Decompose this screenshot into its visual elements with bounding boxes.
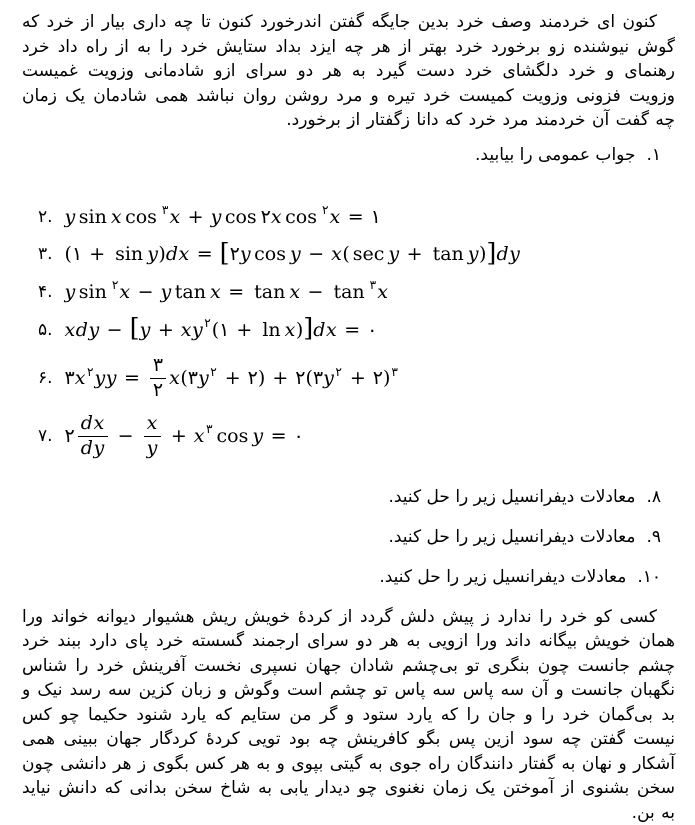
equations-list — [22, 202, 675, 459]
math-token: tan — [333, 281, 365, 304]
math-token: ۳ — [161, 202, 169, 217]
math-token: sin — [78, 281, 107, 304]
list-item-10-number: ۱۰. — [637, 566, 661, 587]
math-token: ۲ — [64, 425, 75, 448]
fraction-numerator — [144, 411, 161, 437]
fraction-numerator — [78, 411, 108, 437]
math-token: x — [289, 281, 301, 304]
list-item-8-number: ۸. — [646, 486, 661, 507]
math-token: ۳ — [187, 367, 198, 390]
math-token: ) — [383, 367, 391, 390]
equation-formula — [64, 202, 381, 229]
math-token: ln — [262, 318, 281, 341]
math-token: y — [139, 318, 151, 341]
math-token: ۲ — [111, 278, 119, 293]
math-token: cos — [254, 243, 286, 266]
math-token: ۳ — [152, 353, 164, 376]
math-token: d — [80, 436, 94, 459]
list-item-8 — [22, 485, 675, 509]
math-token: x — [325, 318, 338, 341]
math-token: ۲ — [335, 364, 342, 379]
math-token: ۳ — [64, 367, 75, 390]
math-token: y — [94, 367, 106, 390]
equation-item-۴ — [22, 280, 675, 304]
equation-number: ۶. — [38, 368, 53, 389]
list-item-10-text: معادلات دیفرانسیل زیر را حل کنید. — [379, 566, 627, 587]
math-token: x — [329, 205, 341, 228]
math-token: y — [191, 318, 204, 341]
math-token: tan — [254, 281, 286, 304]
math-token: ۲ — [210, 364, 217, 379]
math-token: ( — [64, 243, 72, 266]
math-token: ( — [211, 318, 220, 341]
math-token: y — [93, 436, 105, 459]
math-token: + — [170, 425, 187, 448]
math-token: x — [331, 243, 343, 266]
math-token: + — [187, 205, 204, 228]
math-token: ۳ — [391, 364, 398, 379]
equation-formula — [64, 353, 399, 401]
math-token: + — [406, 243, 423, 266]
math-token: [ — [219, 237, 230, 268]
fraction — [144, 411, 161, 459]
fraction — [78, 411, 108, 459]
math-token: y — [509, 243, 521, 266]
top-paragraph: کنون ای خردمند وصف خرد بدین جایگه گفتن اندرخورد کنون تا چه داری بیار از خرد که گوش نیوشنده زو برخورد خرد بهتر از هر چه ایزد بداد ستایش خرد را به از راه داد خرد رهنمای و خرد دلگشای خرد دست گیرد به هر دو سرای ازو شادمانی وزویت غمیست وزویت فزونی وزویت کمیست خرد تیره و مرد روشن روان نباشد همی شادمان یک زمان چه گفت آن خردمند مرد خرد که دانا زگفتار از برخورد. — [22, 12, 675, 130]
math-token: tan — [432, 243, 464, 266]
math-token: + — [89, 243, 106, 266]
math-token: ۰ — [367, 318, 378, 341]
math-token: x — [209, 281, 222, 304]
math-token: x — [74, 367, 86, 390]
equation-formula — [64, 313, 378, 344]
math-token: y — [210, 205, 222, 228]
list-item-10 — [22, 565, 675, 589]
math-token: ] — [486, 237, 497, 268]
solve-items-list — [22, 485, 675, 589]
math-token: cos — [216, 425, 249, 448]
equation-item-۶ — [22, 353, 675, 401]
math-token: + — [236, 318, 253, 341]
math-token: = — [228, 281, 245, 304]
list-item-9-text: معادلات دیفرانسیل زیر را حل کنید. — [388, 526, 636, 547]
math-token: x — [270, 205, 283, 228]
math-token: x — [377, 281, 389, 304]
math-token: ( — [180, 367, 188, 390]
math-token: ۲ — [204, 316, 211, 331]
math-token: d — [496, 243, 510, 266]
math-token: ] — [303, 313, 314, 344]
math-token: + — [224, 367, 241, 390]
math-token: ۲ — [260, 205, 271, 228]
equation-number: ۳. — [38, 244, 53, 265]
math-token: d — [80, 411, 94, 434]
list-item-8-text: معادلات دیفرانسیل زیر را حل کنید. — [388, 486, 636, 507]
math-token: y — [64, 205, 76, 228]
math-token: ۳ — [369, 278, 377, 293]
math-token: y — [146, 436, 158, 459]
math-token: x — [178, 243, 190, 266]
list-item-9-number: ۹. — [646, 526, 661, 547]
fraction — [150, 353, 166, 401]
math-token: = — [270, 425, 287, 448]
math-token: ۳ — [312, 367, 324, 390]
list-item-1 — [22, 143, 675, 167]
math-token: cos — [125, 205, 157, 228]
list-item-1-number: ۱. — [646, 144, 661, 165]
bottom-paragraph: کسی کو خرد را ندارد ز پیش دلش گردد از کردهٔ خویش ریش هشیوار دیوانه خواند ورا همان خویش بیگانه داند ورا ازویی به هر دو سرای ارجمند گسسته خرد پای دارد ببند خرد چشم جانست چون بنگری تو بی‌چشم شادان جهان نسپری نخست آفرینش خرد را شناس نگهبان جانست و آن سه پاس سه پاس تو چشم است وگوش و زبان کزین سه رسد نیک و بد بی‌گمان خرد را و جان را که یارد ستود و گر من ستایم که یارد شنود حکیما چو کس نیست گفتن چه سود ازین پس بگو کافرینش چه بود تویی کردهٔ کردگار جهان ببینی همی آشکار و نهان به گفتار دانندگان راه جوی به گیتی بپوی و به هر کس بگوی ز هر دانشی چون سخن بشنوی از آموختن یک زمان نغنوی چو دیدار یابی به شاخ سخن بدانی که دانش نیاید به بن. — [22, 606, 675, 823]
math-token: y — [197, 367, 210, 390]
math-token: + — [157, 318, 174, 341]
equation-formula — [65, 280, 389, 304]
math-token: − — [308, 243, 325, 266]
math-token: y — [388, 243, 400, 266]
math-token: + — [272, 367, 289, 390]
math-token: ) — [257, 367, 266, 390]
math-token: ) — [295, 318, 304, 341]
math-token: y — [239, 243, 252, 266]
math-token: cos — [224, 205, 257, 228]
math-token: x — [146, 411, 158, 434]
math-token: sin — [78, 205, 107, 228]
math-token: x — [284, 318, 296, 341]
math-token: ۲ — [295, 367, 306, 390]
math-token: ) — [479, 243, 487, 266]
math-token: ۲ — [372, 367, 383, 390]
math-token: + — [349, 367, 366, 390]
math-token: y — [64, 281, 76, 304]
equation-item-۷ — [22, 411, 675, 459]
math-token: ۲ — [86, 364, 94, 379]
math-token: ۲ — [152, 378, 164, 401]
fraction-denominator — [150, 379, 166, 401]
math-token: sec — [352, 243, 385, 266]
equation-item-۵ — [22, 313, 675, 344]
math-token: y — [323, 367, 335, 390]
math-token: ۳ — [205, 422, 213, 437]
math-token: y — [105, 367, 117, 390]
math-token: − — [106, 318, 123, 341]
math-token: y — [467, 243, 479, 266]
math-token: y — [252, 425, 264, 448]
equation-number: ۲. — [38, 206, 53, 227]
math-token: − — [307, 281, 324, 304]
math-token: − — [137, 281, 154, 304]
math-token: = — [347, 205, 364, 228]
fraction-denominator — [144, 437, 161, 459]
math-token: x — [110, 205, 123, 228]
fraction-numerator — [150, 353, 166, 379]
math-token: = — [196, 243, 213, 266]
math-token: x — [169, 367, 181, 390]
equation-formula — [64, 237, 521, 268]
equation-item-۳ — [22, 237, 675, 268]
equation-number: ۷. — [38, 426, 53, 447]
math-token: d — [75, 318, 89, 341]
math-token: ۱ — [370, 205, 381, 228]
math-token: x — [93, 411, 105, 434]
equation-formula — [64, 411, 304, 459]
math-token: = — [344, 318, 361, 341]
math-token: x — [169, 205, 181, 228]
math-token: ) — [158, 243, 166, 266]
math-token: cos — [285, 205, 317, 228]
list-item-1-text: جواب عمومی را بیابید. — [475, 144, 636, 165]
math-token: d — [313, 318, 326, 341]
math-token: y — [147, 243, 159, 266]
math-token: d — [165, 243, 179, 266]
math-token: y — [88, 318, 100, 341]
equation-item-۲ — [22, 202, 675, 229]
math-token: tan — [174, 281, 206, 304]
math-token: x — [180, 318, 192, 341]
math-token: ۰ — [293, 425, 304, 448]
math-token: ۲ — [321, 202, 329, 217]
math-token: − — [117, 425, 134, 448]
math-token: [ — [129, 313, 140, 344]
math-token: x — [64, 318, 76, 341]
math-token: ( — [305, 367, 313, 390]
fraction-denominator — [78, 437, 108, 459]
equation-number: ۵. — [38, 319, 53, 340]
math-token: x — [193, 425, 205, 448]
math-token: ۱ — [219, 318, 230, 341]
equation-number: ۴. — [38, 282, 53, 303]
math-token: = — [123, 367, 140, 390]
math-token: ۲ — [229, 243, 240, 266]
math-token: sin — [115, 243, 144, 266]
math-token: y — [160, 281, 172, 304]
math-token: ۲ — [247, 367, 258, 390]
math-token: y — [289, 243, 302, 266]
math-token: ( — [342, 243, 350, 266]
math-token: ۱ — [71, 243, 83, 266]
math-token: x — [119, 281, 131, 304]
list-item-9 — [22, 525, 675, 549]
